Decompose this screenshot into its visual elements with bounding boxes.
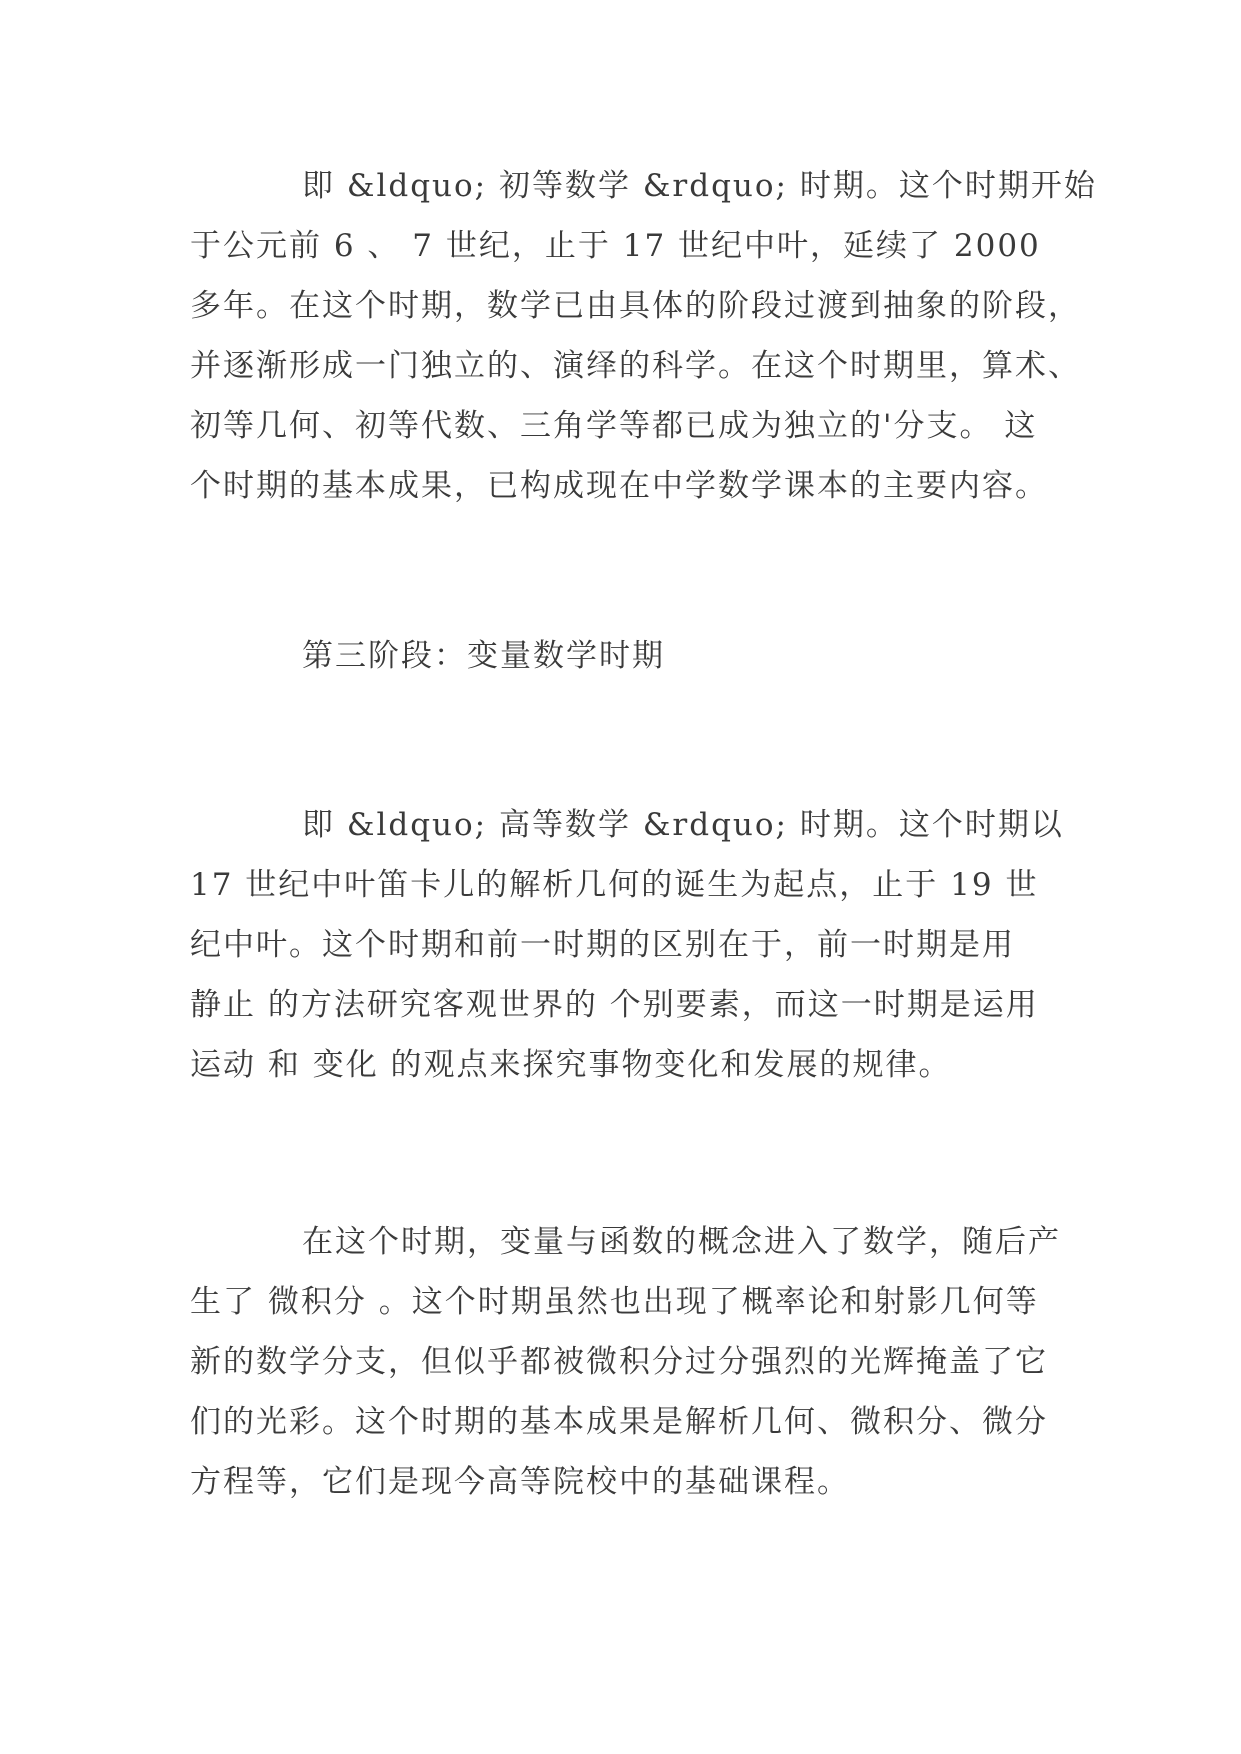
text-line: 并逐渐形成一门独立的、演绎的科学。在这个时期里，算术、 [190, 348, 1081, 384]
heading-text: 第三阶段：变量数学时期 [302, 638, 665, 674]
paragraph-calculus [190, 1212, 1070, 1512]
text-line: 个时期的基本成果，已构成现在中学数学课本的主要内容。 [190, 468, 1048, 504]
text-line: 新的数学分支，但似乎都被微积分过分强烈的光辉掩盖了它 [190, 1344, 1048, 1380]
text-line: 于公元前 6 、 7 世纪，止于 17 世纪中叶，延续了 2000 [190, 228, 1041, 264]
section-heading [190, 626, 1070, 686]
text-line: 方程等，它们是现今高等院校中的基础课程。 [190, 1464, 850, 1500]
text-line: 即 &ldquo; 初等数学 &rdquo; 时期。这个时期开始 [302, 168, 1097, 204]
text-line: 静止 的方法研究客观世界的 个别要素，而这一时期是运用 [190, 987, 1039, 1023]
text-line: 在这个时期，变量与函数的概念进入了数学，随后产 [302, 1224, 1061, 1260]
text-line: 即 &ldquo; 高等数学 &rdquo; 时期。这个时期以 [302, 807, 1064, 843]
text-line: 多年。在这个时期，数学已由具体的阶段过渡到抽象的阶段， [190, 288, 1081, 324]
text-line: 纪中叶。这个时期和前一时期的区别在于，前一时期是用 [190, 927, 1015, 963]
text-line: 初等几何、初等代数、三角学等都已成为独立的'分支。 这 [190, 408, 1038, 444]
paragraph-higher-math [190, 795, 1070, 1095]
text-line: 17 世纪中叶笛卡儿的解析几何的诞生为起点，止于 19 世 [190, 867, 1039, 903]
paragraph-elementary-math [190, 156, 1097, 516]
text-line: 生了 微积分 。这个时期虽然也出现了概率论和射影几何等 [190, 1284, 1039, 1320]
text-line: 运动 和 变化 的观点来探究事物变化和发展的规律。 [190, 1047, 952, 1083]
text-line: 们的光彩。这个时期的基本成果是解析几何、微积分、微分 [190, 1404, 1048, 1440]
